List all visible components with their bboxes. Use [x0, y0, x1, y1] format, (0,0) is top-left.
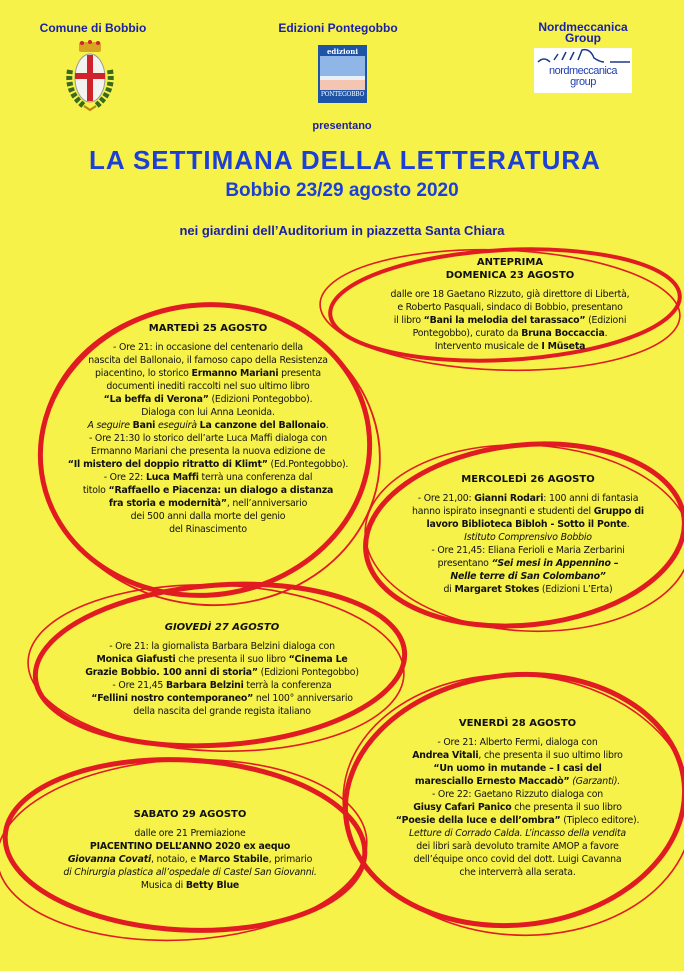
pontegobbo-logo: edizioni PONTEGOBBO: [318, 45, 367, 103]
event-day: MERCOLEDÌ 26 AGOSTO: [461, 474, 595, 485]
sponsor-nordmeccanica: [518, 22, 648, 44]
event-day: SABATO 29 AGOSTO: [133, 809, 247, 820]
sponsor-comune-bobbio: Comune di Bobbio: [39, 21, 147, 35]
event-block-martedi: MARTEDÌ 25 AGOSTO - Ore 21: in occasione del centenario della nascita del Ballonaio, il famoso capo della Resistenza piacentino, lo storico Ermanno Mariani presenta documenti inediti raccolti nel suo ultimo libro “La beffa di Verona” (Edizioni Pontegobbo). Dialoga con lui Anna Leonida. A seguire Bani eseguirà La canzone del Ballonaio. - Ore 21:30 lo storico dell’arte Luca Maffi dialoga con Ermanno Mariani che presenta la nuova edizione de “Il mistero del doppio ritratto di Klimt” (Ed.Pontegobbo). - Ore 22: Luca Maffi terrà una conferenza dal titolo “Raffaello e Piacenza: un dialogo a distanza fra storia e modernità”, nell’anniversario dei 500 anni dalla morte del genio del Rinascimento: [48, 322, 368, 536]
event-block-giovedi: GIOVEDÌ 27 AGOSTO - Ore 21: la giornalista Barbara Belzini dialoga con Monica Giafusti che presenta il suo libro “Cinema Le Grazie Bobbio. 100 anni di storia” (Edizioni Pontegobbo) - Ore 21,45 Barbara Belzini terrà la conferenza “Fellini nostro contemporaneo” nel 100° anniversario della nascita del grande regista italiano: [62, 621, 382, 718]
page-title: LA SETTIMANA DELLA LETTERATURA: [89, 145, 601, 175]
nordmeccanica-logo: nordmeccanica group: [534, 48, 632, 93]
event-day: DOMENICA 23 AGOSTO: [445, 270, 575, 281]
event-block-sabato: SABATO 29 AGOSTO dalle ore 21 Premiazione PIACENTINO DELL’ANNO 2020 ex aequo Giovanna Covati, notaio, e Marco Stabile, primario di Chirurgia plastica all’ospedale di Castel San Giovanni. Musica di Betty Blue: [30, 808, 350, 892]
venue-text: nei giardini dell’Auditorium in piazzetta Santa Chiara: [179, 223, 505, 238]
event-day: MARTEDÌ 25 AGOSTO: [148, 323, 268, 334]
sponsor-edizioni-pontegobbo: Edizioni Pontegobbo: [278, 21, 398, 35]
event-block-mercoledi: MERCOLEDÌ 26 AGOSTO - Ore 21,00: Gianni Rodari: 100 anni di fantasia hanno ispirato insegnanti e studenti del Gruppo di lavoro Biblioteca Bibloh - Sotto il Ponte. Istituto Comprensivo Bobbio - Ore 21,45: Eliana Ferioli e Maria Zerbarini presentano “Sei mesi in Appennino – Nelle terre di San Colombano” di Margaret Stokes (Edizioni L’Erta): [378, 473, 678, 596]
presentano-label: presentano: [312, 120, 372, 132]
event-day: VENERDÌ 28 AGOSTO: [458, 718, 577, 729]
sponsor-name-line2: Group: [565, 31, 601, 45]
event-day: GIOVEDÌ 27 AGOSTO: [164, 622, 280, 633]
coat-of-arms-icon: [62, 40, 118, 112]
page-subtitle: Bobbio 23/29 agosto 2020: [225, 180, 459, 201]
sponsor-name-line1: Nordmeccanica: [538, 20, 628, 34]
event-block-venerdi: VENERDÌ 28 AGOSTO - Ore 21: Alberto Fermi, dialoga con Andrea Vitali, che presenta il suo ultimo libro “Un uomo in mutande – I casi del maresciallo Ernesto Maccadò” (Garzanti). - Ore 22: Gaetano Rizzuto dialoga con Giusy Cafari Panico che presenta il suo libro “Poesie della luce e dell’ombra” (Tipleco editore). Letture di Corrado Calda. L’incasso della vendita dei libri sarà devoluto tramite AMOP a favore dell’équipe onco covid del dott. Luigi Cavanna che interverrà alla serata.: [365, 717, 670, 879]
event-block-domenica: ANTEPRIMA DOMENICA 23 AGOSTO dalle ore 18 Gaetano Rizzuto, già direttore di Libertà, e Roberto Pasquali, sindaco di Bobbio, presentano il libro “Bani la melodia del tarassaco” (Edizioni Pontegobbo), curato da Bruna Boccaccia. Intervento musicale de I Müseta: [350, 256, 670, 353]
event-label: ANTEPRIMA: [476, 257, 544, 268]
